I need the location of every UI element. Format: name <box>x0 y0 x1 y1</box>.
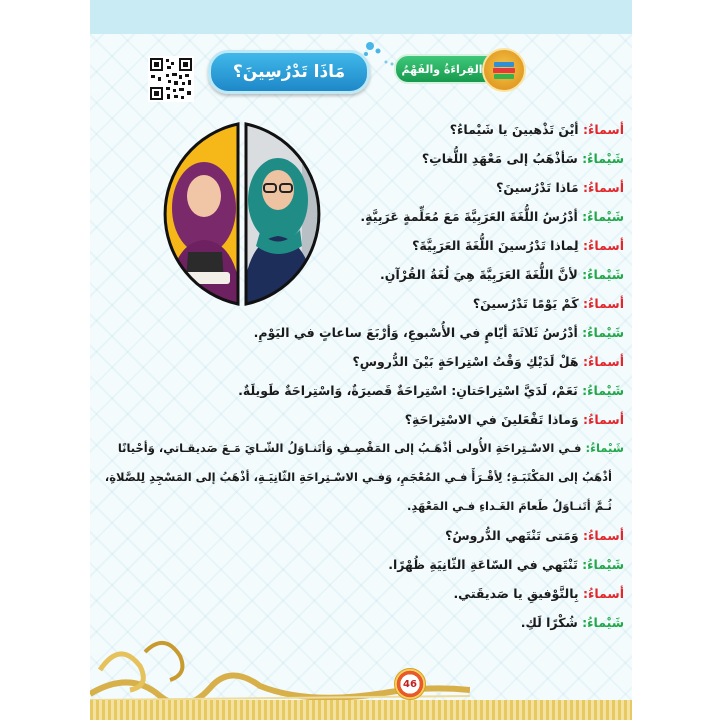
dialogue-line <box>496 180 624 206</box>
dialogue-line <box>473 296 624 322</box>
portraits-illustration <box>142 122 342 306</box>
speaker-name: شَيْماءُ: <box>582 325 624 340</box>
dialogue-line <box>380 267 624 293</box>
dialogue-line <box>521 615 624 641</box>
line-text: تَنْتَهي في السّاعَةِ الثّانِيَةِ ظُهْرًا. <box>388 557 583 572</box>
section-tag <box>394 54 490 84</box>
line-text: بِالتَّوْفيقِ يا صَديقَتي. <box>453 586 583 601</box>
line-text: شُكْرًا لَكِ. <box>520 615 583 630</box>
line-text: وَماذا تَفْعَلينَ في الاسْتِراحَةِ؟ <box>404 412 583 427</box>
speaker-name: أسماءُ: <box>582 586 624 601</box>
line-text: أيْنَ تَذْهبينَ يا شَيْماءُ؟ <box>449 122 583 137</box>
dialogue-line-continuation <box>105 470 612 496</box>
footer-strip <box>90 700 632 720</box>
speaker-name: شَيْماءُ: <box>582 615 624 630</box>
dialogue-line <box>360 209 624 235</box>
line-text: نَعَمْ، لَدَيَّ اسْتِراحَتانِ: اسْتِراحَةٌ قَصيرَةٌ، وَاسْتِراحَةٌ طَويلَةٌ. <box>238 383 583 398</box>
line-text: هَلْ لَدَيْكِ وَقْتُ اسْتِراحَةٍ بَيْنَ الدُّروسِ؟ <box>352 354 583 369</box>
speaker-name: أسماءُ: <box>582 296 624 311</box>
speaker-name: أسماءُ: <box>582 412 624 427</box>
dialogue-line <box>238 383 624 409</box>
line-text: لِماذا تَدْرُسينَ اللُّغَةَ العَرَبِيَّةَ؟ <box>412 238 583 253</box>
lesson-title-pill <box>208 50 370 94</box>
speaker-name: شَيْماءُ: <box>582 557 624 572</box>
dialogue-line <box>422 151 624 177</box>
speaker-name: أسماءُ: <box>582 180 624 195</box>
speaker-name: شَيْماءُ: <box>582 267 624 282</box>
dialogue-line <box>388 557 624 583</box>
page-number-badge <box>394 668 426 700</box>
line-text: أدْرُسُ ثَلاثَةَ أيّامٍ في الأُسْبوعِ، وَأرْبَعَ ساعاتٍ في اليَوْمِ. <box>253 325 583 340</box>
textbook-page <box>90 0 632 720</box>
speaker-name: أسماءُ: <box>582 354 624 369</box>
book-stack-icon <box>482 48 526 92</box>
dialogue-line <box>412 238 624 264</box>
dialogue-line <box>450 122 624 148</box>
speaker-name: شَيْماءُ: <box>582 209 624 224</box>
dialogue-line <box>353 354 624 380</box>
line-text: كَمْ يَوْمًا تَدْرُسينَ؟ <box>472 296 583 311</box>
dialogue-line-continuation <box>407 499 612 525</box>
line-text: فـي الاسْـتِراحَةِ الأُولى أذْهَـبُ إلى المَقْصِـفِ وَأتَنـاوَلُ الشّـايَ مَـعَ صَديقـاتي، وَأحْيانًا <box>117 441 586 455</box>
line-text: لأنَّ اللُّغَةَ العَرَبِيَّةَ هِيَ لُغَةُ القُرْآنِ. <box>380 267 583 282</box>
section-label: القِراءَةُ والفَهْمُ <box>401 62 483 76</box>
speaker-name: أسماءُ: <box>582 122 624 137</box>
page-number: 46 <box>403 678 417 690</box>
top-band <box>90 0 632 34</box>
dialogue-line <box>254 325 624 351</box>
speaker-name: أسماءُ: <box>582 528 624 543</box>
dialogue-line <box>453 586 624 612</box>
dialogue-line <box>405 412 624 438</box>
line-text: أذْهَبُ إلى المَكْتَبَـةِ؛ لِأقْـرَأَ فـي المُعْجَمِ، وَفـي الاسْـتِراحَةِ الثّانِيَـةِ، أذْهَبُ إلى المَسْجِدِ لِلصَّلاةِ، <box>104 470 612 484</box>
speaker-name: شَيْماءُ: <box>585 441 624 455</box>
qr-code-icon <box>148 56 194 102</box>
dialogue-line <box>445 528 624 554</box>
speaker-name: شَيْماءُ: <box>582 151 624 166</box>
line-text: وَمَتى تَنْتَهي الدُّروسُ؟ <box>445 528 583 543</box>
dialogue-line <box>118 441 624 467</box>
speaker-name: شَيْماءُ: <box>582 383 624 398</box>
line-text: سَأذْهَبُ إلى مَعْهَدِ اللُّغاتِ؟ <box>421 151 583 166</box>
lesson-title: مَاذَا تَدْرُسِينَ؟ <box>232 62 346 82</box>
line-text: ثُـمَّ أتَنـاوَلُ طَعامَ الغَـداءِ فـي المَعْهَدِ. <box>407 499 612 513</box>
speaker-name: أسماءُ: <box>582 238 624 253</box>
line-text: أدْرُسُ اللُّغَةَ العَرَبِيَّةَ مَعَ مُعَلِّمةٍ عَرَبِيَّةٍ. <box>360 209 583 224</box>
line-text: مَاذا تَدْرُسينَ؟ <box>496 180 583 195</box>
